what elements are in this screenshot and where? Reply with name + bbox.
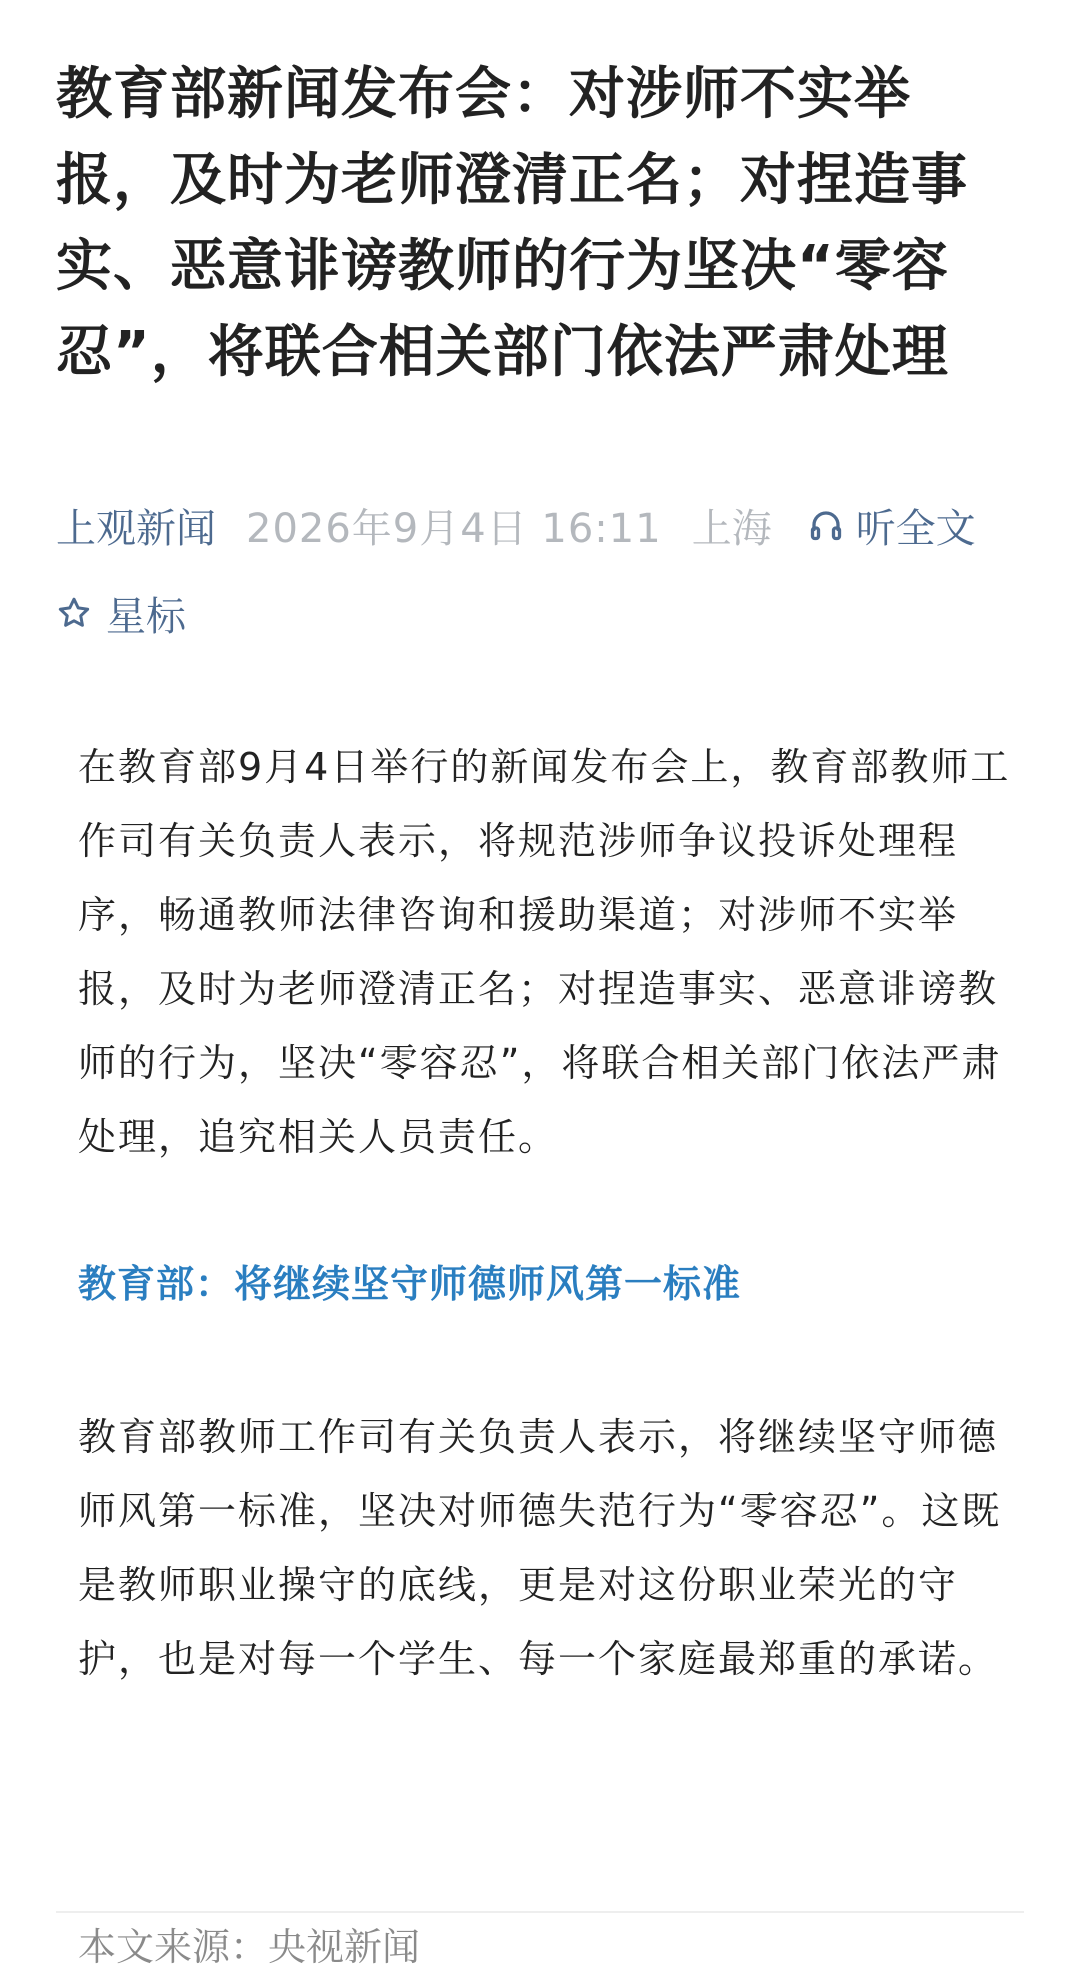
listen-label: 听全文 <box>855 505 976 552</box>
headphones-icon <box>808 507 844 543</box>
section-subheading: 教育部：将继续坚守师德师风第一标准 <box>78 1262 742 1306</box>
article-title: 教育部新闻发布会：对涉师不实举报，及时为老师澄清正名；对捏造事实、恶意诽谤教师的行为坚决“零容忍”，将联合相关部门依法严肃处理 <box>56 62 968 385</box>
source-link[interactable]: 上观新闻 <box>56 505 216 552</box>
star-button[interactable] <box>56 578 186 648</box>
article-source-footer: 本文来源：央视新闻 <box>78 1925 421 1969</box>
article-paragraph-1: 在教育部9月4日举行的新闻发布会上，教育部教师工作司有关负责人表示，将规范涉师争议投诉处理程序，畅通教师法律咨询和援助渠道；对涉师不实举报，及时为老师澄清正名；对捏造事实、恶意诽谤教师的行为，坚决“零容忍”，将联合相关部门依法严肃处理，追究相关人员责任。 <box>78 745 1011 1159</box>
article-paragraph-2: 教育部教师工作司有关负责人表示，将继续坚守师德师风第一标准，坚决对师德失范行为“零容忍”。这既是教师职业操守的底线，更是对这份职业荣光的守护，也是对每一个学生、每一个家庭最郑重的承诺。 <box>78 1415 1002 1681</box>
listen-button[interactable] <box>808 497 976 554</box>
footer-divider <box>56 1911 1024 1913</box>
publish-location: 上海 <box>691 505 772 552</box>
star-label: 星标 <box>106 593 186 640</box>
star-outline-icon <box>56 595 92 631</box>
publish-datetime: 2026年9月4日 16:11 <box>246 505 662 552</box>
article-meta <box>56 490 1024 560</box>
